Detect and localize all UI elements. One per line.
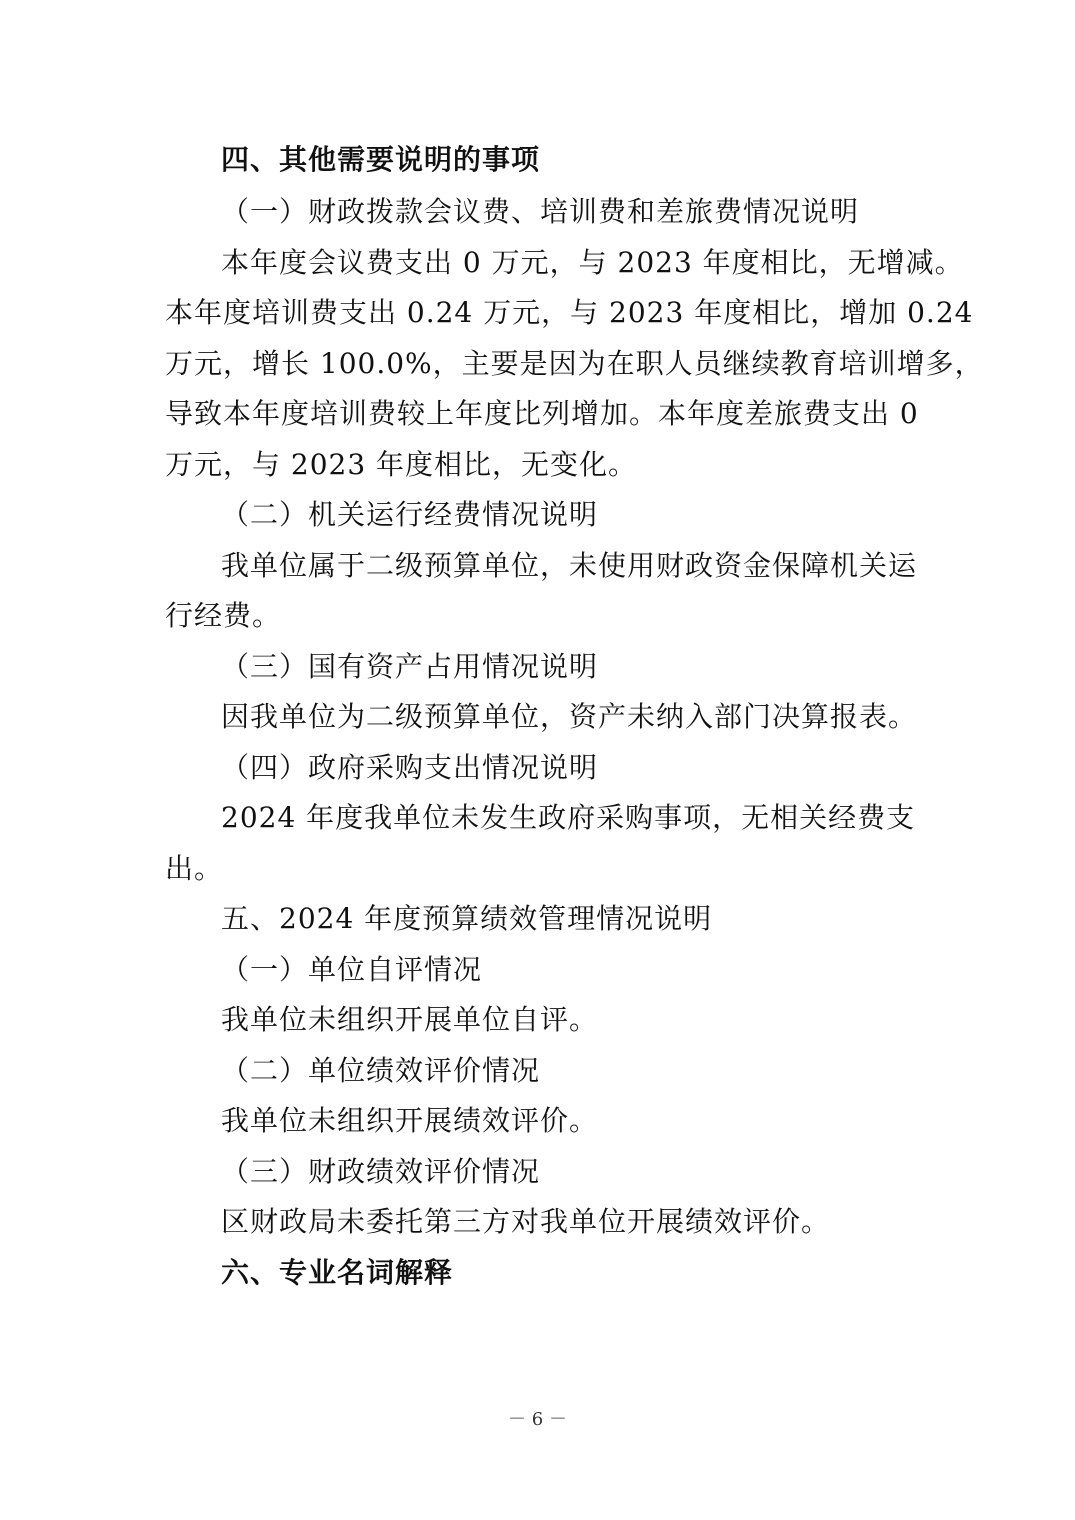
paragraph-line: 导致本年度培训费较上年度比列增加。本年度差旅费支出 0 <box>165 397 919 430</box>
paragraph-line: 万元，与 2023 年度相比，无变化。 <box>165 448 638 481</box>
subheading-unit-performance-evaluation: （二）单位绩效评价情况 <box>221 1054 541 1087</box>
subheading-office-operating-costs: （二）机关运行经费情况说明 <box>221 498 599 531</box>
paragraph-line: 区财政局未委托第三方对我单位开展绩效评价。 <box>221 1205 831 1238</box>
subheading-fiscal-performance-evaluation: （三）财政绩效评价情况 <box>221 1155 541 1188</box>
section-heading-other-matters: 四、其他需要说明的事项 <box>221 143 541 176</box>
paragraph-line: 我单位未组织开展绩效评价。 <box>221 1104 599 1137</box>
paragraph-line: 行经费。 <box>165 599 282 632</box>
page-number: － 6 － <box>508 1409 567 1430</box>
paragraph-line: 2024 年度我单位未发生政府采购事项，无相关经费支 <box>221 801 916 834</box>
paragraph-line: 我单位未组织开展单位自评。 <box>221 1003 599 1036</box>
paragraph-line: 本年度会议费支出 0 万元，与 2023 年度相比，无增减。 <box>221 246 964 279</box>
subheading-meeting-training-travel: （一）财政拨款会议费、培训费和差旅费情况说明 <box>221 195 860 228</box>
subheading-state-assets: （三）国有资产占用情况说明 <box>221 650 599 683</box>
paragraph-line: 我单位属于二级预算单位，未使用财政资金保障机关运 <box>221 549 918 582</box>
section-heading-performance-management: 五、2024 年度预算绩效管理情况说明 <box>221 902 713 935</box>
paragraph-line: 出。 <box>165 852 224 885</box>
subheading-government-procurement: （四）政府采购支出情况说明 <box>221 751 599 784</box>
paragraph-line: 因我单位为二级预算单位，资产未纳入部门决算报表。 <box>221 700 918 733</box>
paragraph-line: 本年度培训费支出 0.24 万元，与 2023 年度相比，增加 0.24 <box>165 296 974 329</box>
subheading-self-evaluation: （一）单位自评情况 <box>221 953 483 986</box>
section-heading-terminology: 六、专业名词解释 <box>221 1256 454 1289</box>
paragraph-line: 万元，增长 100.0%，主要是因为在职人员继续教育培训增多， <box>165 347 984 380</box>
